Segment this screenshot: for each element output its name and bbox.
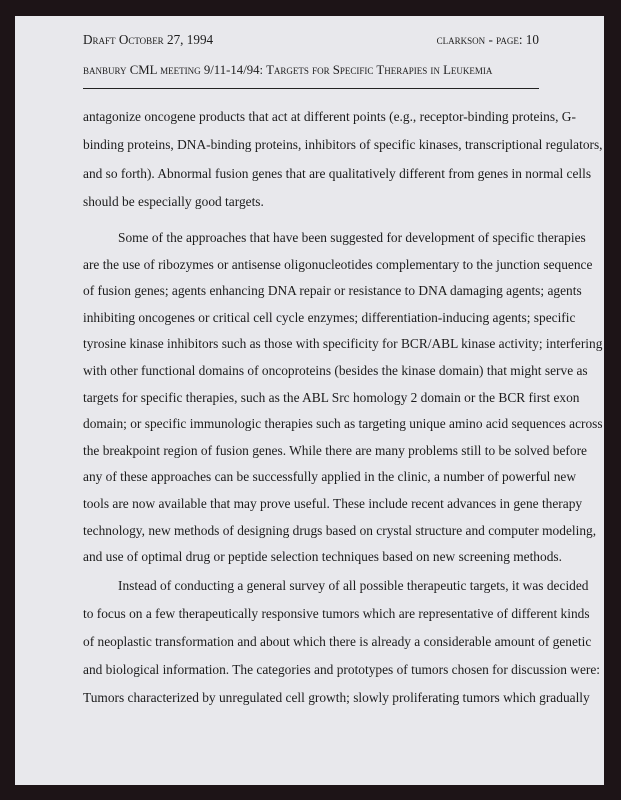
text-line: antagonize oncogene products that act at different points (e.g., receptor-binding proteins, G- [83,109,576,124]
text-line: domain; or specific immunologic therapies such as targeting unique amino acid sequences across [83,416,603,432]
document-page [15,16,604,785]
text-line: of fusion genes; agents enhancing DNA repair or resistance to DNA damaging agents; agents [83,283,582,299]
text-line: are the use of ribozymes or antisense oligonucleotides complementary to the junction sequence [83,256,593,272]
text-line: inhibiting oncogenes or critical cell cycle enzymes; differentiation-inducing agents; specific [83,309,576,325]
author-page-number: clarkson - page: 10 [436,32,539,47]
text-line: Some of the approaches that have been suggested for development of specific therapies [118,230,586,245]
text-line: should be especially good targets. [83,194,264,210]
text-line: targets for specific therapies, such as the ABL Src homology 2 domain or the BCR first exon [83,389,580,405]
text-line: tools are now available that may prove useful. These include recent advances in gene therapy [83,496,583,511]
meeting-title: banbury CML meeting 9/11-14/94: Targets for Specific Therapies in Leukemia [83,63,493,77]
text-line: the breakpoint region of fusion genes. While there are many problems still to be solved before [83,442,587,458]
text-line: any of these approaches can be successfully applied in the clinic, a number of powerful new [83,469,577,485]
draft-date: Draft October 27, 1994 [83,32,214,47]
text-line: binding proteins, DNA-binding proteins, inhibitors of specific kinases, transcriptional regulators, [83,137,603,153]
text-line: to focus on a few therapeutically responsive tumors which are representative of different kinds [83,606,590,621]
text-line: of neoplastic transformation and about which there is already a considerable amount of genetic [83,634,592,649]
header-rule [83,88,539,89]
text-line: and use of optimal drug or peptide selection techniques based on new screening methods. [83,549,562,565]
text-line: technology, new methods of designing drugs based on crystal structure and computer modeling, [83,522,597,538]
text-line: and so forth). Abnormal fusion genes that are qualitatively different from genes in normal cells [83,165,592,181]
text-line: Tumors characterized by unregulated cell growth; slowly proliferating tumors which gradually [83,690,590,705]
text-line: with other functional domains of oncoproteins (besides the kinase domain) that might serve as [83,363,588,378]
text-line: tyrosine kinase inhibitors such as those with specificity for BCR/ABL kinase activity; interfering [83,336,603,352]
text-line: Instead of conducting a general survey of all possible therapeutic targets, it was decided [118,578,589,593]
text-line: and biological information. The categories and prototypes of tumors chosen for discussion were: [83,662,601,677]
